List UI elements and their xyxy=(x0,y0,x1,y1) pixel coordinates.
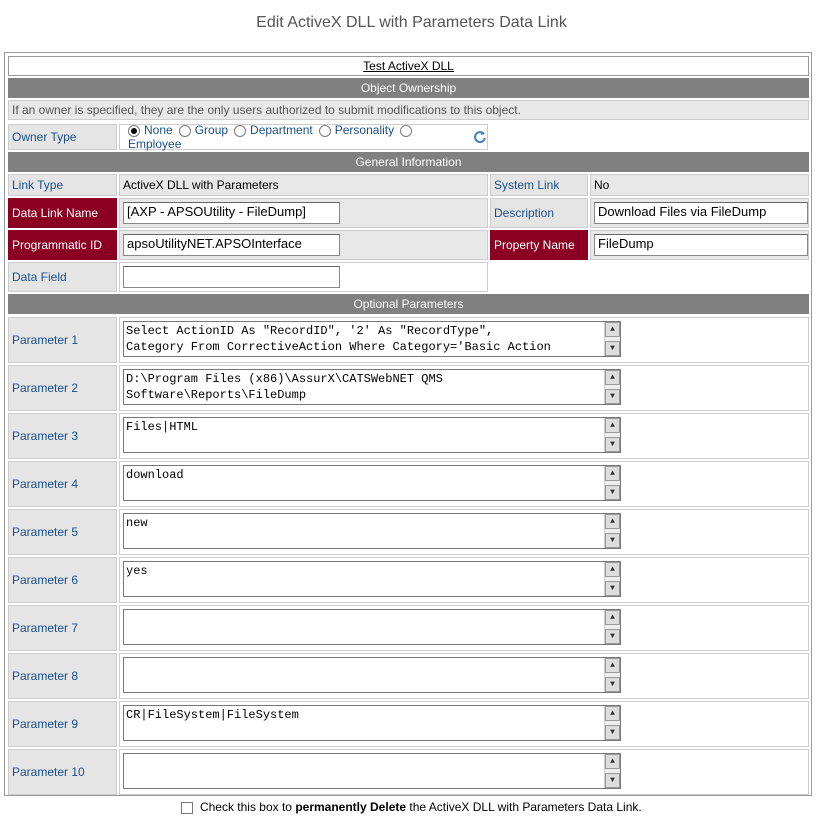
section-general: General Information xyxy=(8,152,809,172)
parameter-textarea[interactable] xyxy=(123,753,621,789)
section-ownership: Object Ownership xyxy=(8,78,809,98)
scroll-down-arrow-icon[interactable]: ▼ xyxy=(605,389,620,404)
delete-confirmation xyxy=(0,800,823,814)
system-link-value: No xyxy=(590,174,809,196)
scroll-down-arrow-icon[interactable]: ▼ xyxy=(605,437,620,452)
programmatic-id-label: Programmatic ID xyxy=(8,230,117,260)
parameter-value: CR|FileSystem|FileSystem xyxy=(126,708,299,722)
owner-type-option-label: Personality xyxy=(334,123,395,137)
data-link-name-label: Data Link Name xyxy=(8,198,117,228)
programmatic-id-cell xyxy=(119,230,488,260)
owner-type-option-label: Employee xyxy=(128,137,182,151)
data-field-cell xyxy=(119,262,488,292)
scroll-up-arrow-icon[interactable]: ▲ xyxy=(605,658,620,673)
parameter-textarea[interactable] xyxy=(123,417,621,453)
scroll-up-arrow-icon[interactable]: ▲ xyxy=(605,466,620,481)
link-type-value: ActiveX DLL with Parameters xyxy=(119,174,488,196)
delete-checkbox[interactable] xyxy=(181,802,193,814)
parameter-label: Parameter 3 xyxy=(8,413,117,459)
parameter-cell xyxy=(119,653,809,699)
data-link-name-input[interactable]: [AXP - APSOUtility - FileDump] xyxy=(123,202,340,224)
parameter-value: download xyxy=(126,468,184,482)
delete-text-bold: permanently Delete xyxy=(295,800,407,814)
scroll-up-arrow-icon[interactable]: ▲ xyxy=(605,418,620,433)
parameter-cell xyxy=(119,461,809,507)
owner-type-radio-employee[interactable] xyxy=(400,125,412,137)
scroll-up-arrow-icon[interactable]: ▲ xyxy=(605,370,620,385)
scroll-up-arrow-icon[interactable]: ▲ xyxy=(605,706,620,721)
scroll-down-arrow-icon[interactable]: ▼ xyxy=(605,485,620,500)
scroll-up-arrow-icon[interactable]: ▲ xyxy=(605,514,620,529)
parameter-value: new xyxy=(126,516,148,530)
parameter-cell xyxy=(119,365,809,411)
data-link-name-cell xyxy=(119,198,488,228)
scroll-down-arrow-icon[interactable]: ▼ xyxy=(605,581,620,596)
parameter-label: Parameter 9 xyxy=(8,701,117,747)
scroll-down-arrow-icon[interactable]: ▼ xyxy=(605,533,620,548)
description-cell xyxy=(590,198,809,228)
scroll-down-arrow-icon[interactable]: ▼ xyxy=(605,773,620,788)
delete-text-prefix: Check this box to xyxy=(199,800,296,814)
parameter-cell xyxy=(119,413,809,459)
scroll-up-arrow-icon[interactable]: ▲ xyxy=(605,322,620,337)
form-container xyxy=(4,52,812,796)
parameter-label: Parameter 7 xyxy=(8,605,117,651)
scrollbar[interactable] xyxy=(604,370,620,404)
scroll-up-arrow-icon[interactable]: ▲ xyxy=(605,562,620,577)
parameter-label: Parameter 5 xyxy=(8,509,117,555)
owner-type-label: Owner Type xyxy=(8,124,117,150)
scroll-down-arrow-icon[interactable]: ▼ xyxy=(605,725,620,740)
parameter-cell xyxy=(119,701,809,747)
programmatic-id-input[interactable]: apsoUtilityNET.APSOInterface xyxy=(123,234,340,256)
refresh-icon[interactable] xyxy=(473,130,487,144)
scrollbar[interactable] xyxy=(604,610,620,644)
parameter-textarea[interactable] xyxy=(123,705,621,741)
scroll-up-arrow-icon[interactable]: ▲ xyxy=(605,754,620,769)
parameter-textarea[interactable] xyxy=(123,513,621,549)
scroll-down-arrow-icon[interactable]: ▼ xyxy=(605,677,620,692)
parameter-label: Parameter 8 xyxy=(8,653,117,699)
parameter-cell xyxy=(119,509,809,555)
scroll-down-arrow-icon[interactable]: ▼ xyxy=(605,341,620,356)
owner-type-radio-department[interactable] xyxy=(234,125,246,137)
parameter-label: Parameter 10 xyxy=(8,749,117,795)
section-optional: Optional Parameters xyxy=(8,294,809,314)
property-name-input[interactable]: FileDump xyxy=(594,234,808,256)
parameter-textarea[interactable] xyxy=(123,609,621,645)
property-name-label: Property Name xyxy=(490,230,588,260)
parameter-cell xyxy=(119,749,809,795)
parameter-textarea[interactable] xyxy=(123,561,621,597)
scrollbar[interactable] xyxy=(604,418,620,452)
parameter-value: yes xyxy=(126,564,148,578)
owner-type-radio-group[interactable] xyxy=(179,125,191,137)
parameter-label: Parameter 4 xyxy=(8,461,117,507)
parameter-textarea[interactable] xyxy=(123,369,621,405)
parameter-value: Files|HTML xyxy=(126,420,199,434)
parameter-value: Select ActionID As "RecordID", '2' As "RecordType", Category From CorrectiveAction Where Category='Basic Action xyxy=(126,324,551,354)
parameter-textarea[interactable] xyxy=(123,465,621,501)
parameter-cell xyxy=(119,317,809,363)
parameter-textarea[interactable] xyxy=(123,321,621,357)
scroll-down-arrow-icon[interactable]: ▼ xyxy=(605,629,620,644)
parameter-cell xyxy=(119,605,809,651)
data-field-input[interactable] xyxy=(123,266,340,288)
owner-type-radio-none[interactable] xyxy=(128,125,140,137)
scrollbar[interactable] xyxy=(604,562,620,596)
system-link-label: System Link xyxy=(490,174,588,196)
scrollbar[interactable] xyxy=(604,706,620,740)
scrollbar[interactable] xyxy=(604,514,620,548)
page-title: Edit ActiveX DLL with Parameters Data Link xyxy=(256,14,567,31)
owner-type-option-label: Group xyxy=(194,123,229,137)
owner-type-option-label: Department xyxy=(250,123,313,137)
scrollbar[interactable] xyxy=(604,658,620,692)
owner-type-radio-personality[interactable] xyxy=(319,125,331,137)
owner-type-options xyxy=(119,124,488,150)
scrollbar[interactable] xyxy=(604,754,620,788)
owner-type-option-label: None xyxy=(144,123,173,137)
ownership-note: If an owner is specified, they are the only users authorized to submit modifications to this object. xyxy=(8,100,809,120)
property-name-cell xyxy=(590,230,809,260)
data-field-label: Data Field xyxy=(8,262,117,292)
parameter-label: Parameter 6 xyxy=(8,557,117,603)
parameter-value: D:\Program Files (x86)\AssurX\CATSWebNET QMS Software\Reports\FileDump xyxy=(126,372,443,402)
parameter-cell xyxy=(119,557,809,603)
link-type-label: Link Type xyxy=(8,174,117,196)
scrollbar[interactable] xyxy=(604,466,620,500)
parameter-textarea[interactable] xyxy=(123,657,621,693)
parameter-label: Parameter 1 xyxy=(8,317,117,363)
description-label: Description xyxy=(490,198,588,228)
delete-text-suffix: the ActiveX DLL with Parameters Data Link. xyxy=(406,800,642,814)
description-input[interactable]: Download Files via FileDump xyxy=(594,202,808,224)
object-name: Test ActiveX DLL xyxy=(8,56,809,76)
scrollbar[interactable] xyxy=(604,322,620,356)
scroll-up-arrow-icon[interactable]: ▲ xyxy=(605,610,620,625)
parameter-label: Parameter 2 xyxy=(8,365,117,411)
